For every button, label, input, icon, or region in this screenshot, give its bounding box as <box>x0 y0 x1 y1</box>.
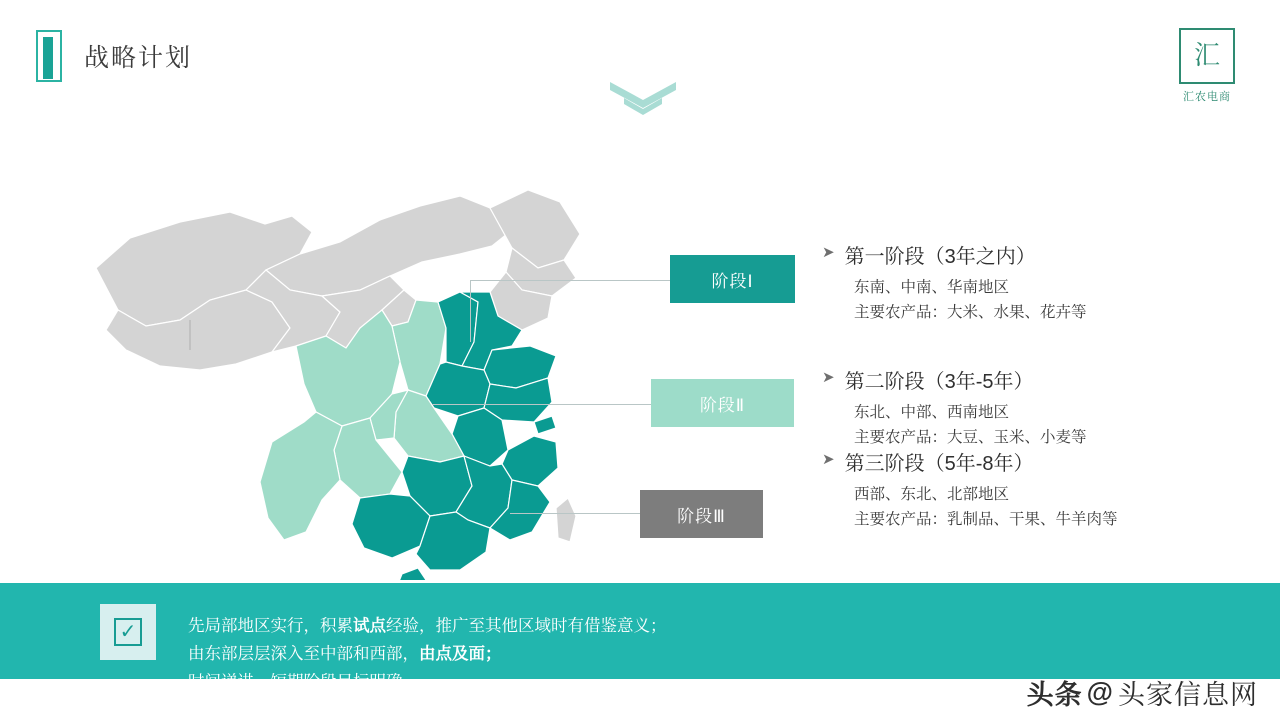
summary-line-1a: 先局部地区实行，积累 <box>188 617 353 635</box>
stage-chip-1[interactable]: 阶段Ⅰ <box>670 255 795 303</box>
summary-line-2b: 由点及面； <box>419 645 502 663</box>
logo-text: 汇农电商 <box>1183 91 1231 103</box>
connector-line-stage-1 <box>470 280 675 342</box>
stage-chip-2[interactable]: 阶段Ⅱ <box>651 379 794 427</box>
summary-line-1 <box>188 612 667 640</box>
watermark <box>1027 673 1258 712</box>
arrow-bullet-icon: ➤ <box>822 244 835 261</box>
stage-1-products: 主要农产品：大米、水果、花卉等 <box>854 304 1087 321</box>
stage-1-heading <box>822 240 1252 269</box>
logo-mark: 汇 <box>1179 28 1235 84</box>
stage-block-3 <box>822 447 1252 532</box>
stage-3-heading <box>822 447 1252 476</box>
china-map <box>60 150 640 580</box>
summary-line-3: 时间递进，短期阶段目标明确。 <box>188 673 419 691</box>
summary-line-2 <box>188 640 667 668</box>
stage-2-regions: 东北、中部、西南地区 <box>854 404 1010 421</box>
stage-block-1 <box>822 240 1252 325</box>
arrow-bullet-icon: ➤ <box>822 451 835 468</box>
page-title-text: 战略计划 <box>84 44 193 72</box>
logo <box>1170 28 1244 104</box>
checkbox-icon <box>100 604 156 660</box>
stage-2-products: 主要农产品：大豆、玉米、小麦等 <box>854 429 1087 446</box>
summary-line-2a: 由东部层层深入至中部和西部， <box>188 645 419 663</box>
stage-2-title: 第二阶段（3年-5年） <box>844 371 1034 393</box>
summary-text <box>188 612 667 696</box>
watermark-brand: 头条 <box>1026 680 1083 710</box>
connector-line-stage-2 <box>432 404 652 405</box>
summary-line-1b: 试点 <box>353 617 386 635</box>
arrow-bullet-icon: ➤ <box>822 369 835 386</box>
summary-line-1c: 经验，推广至其他区域时有借鉴意义； <box>386 617 667 635</box>
connector-line-stage-3 <box>510 513 640 514</box>
stage-1-title: 第一阶段（3年之内） <box>844 246 1036 268</box>
check-mark-icon: ✓ <box>114 618 142 646</box>
stage-3-regions: 西部、东北、北部地区 <box>854 486 1010 503</box>
stage-block-2 <box>822 365 1252 450</box>
stage-1-regions: 东南、中南、华南地区 <box>854 279 1010 296</box>
watermark-at: @ <box>1086 677 1114 707</box>
stage-2-heading <box>822 365 1252 394</box>
stage-chip-3[interactable]: 阶段Ⅲ <box>640 490 763 538</box>
stage-3-title: 第三阶段（5年-8年） <box>844 453 1034 475</box>
stage-3-products: 主要农产品：乳制品、干果、牛羊肉等 <box>854 511 1118 528</box>
page-title <box>36 30 192 82</box>
watermark-site: 头家信息网 <box>1118 680 1258 710</box>
title-accent-mark <box>36 30 62 82</box>
chevron-down-icon <box>610 82 676 116</box>
